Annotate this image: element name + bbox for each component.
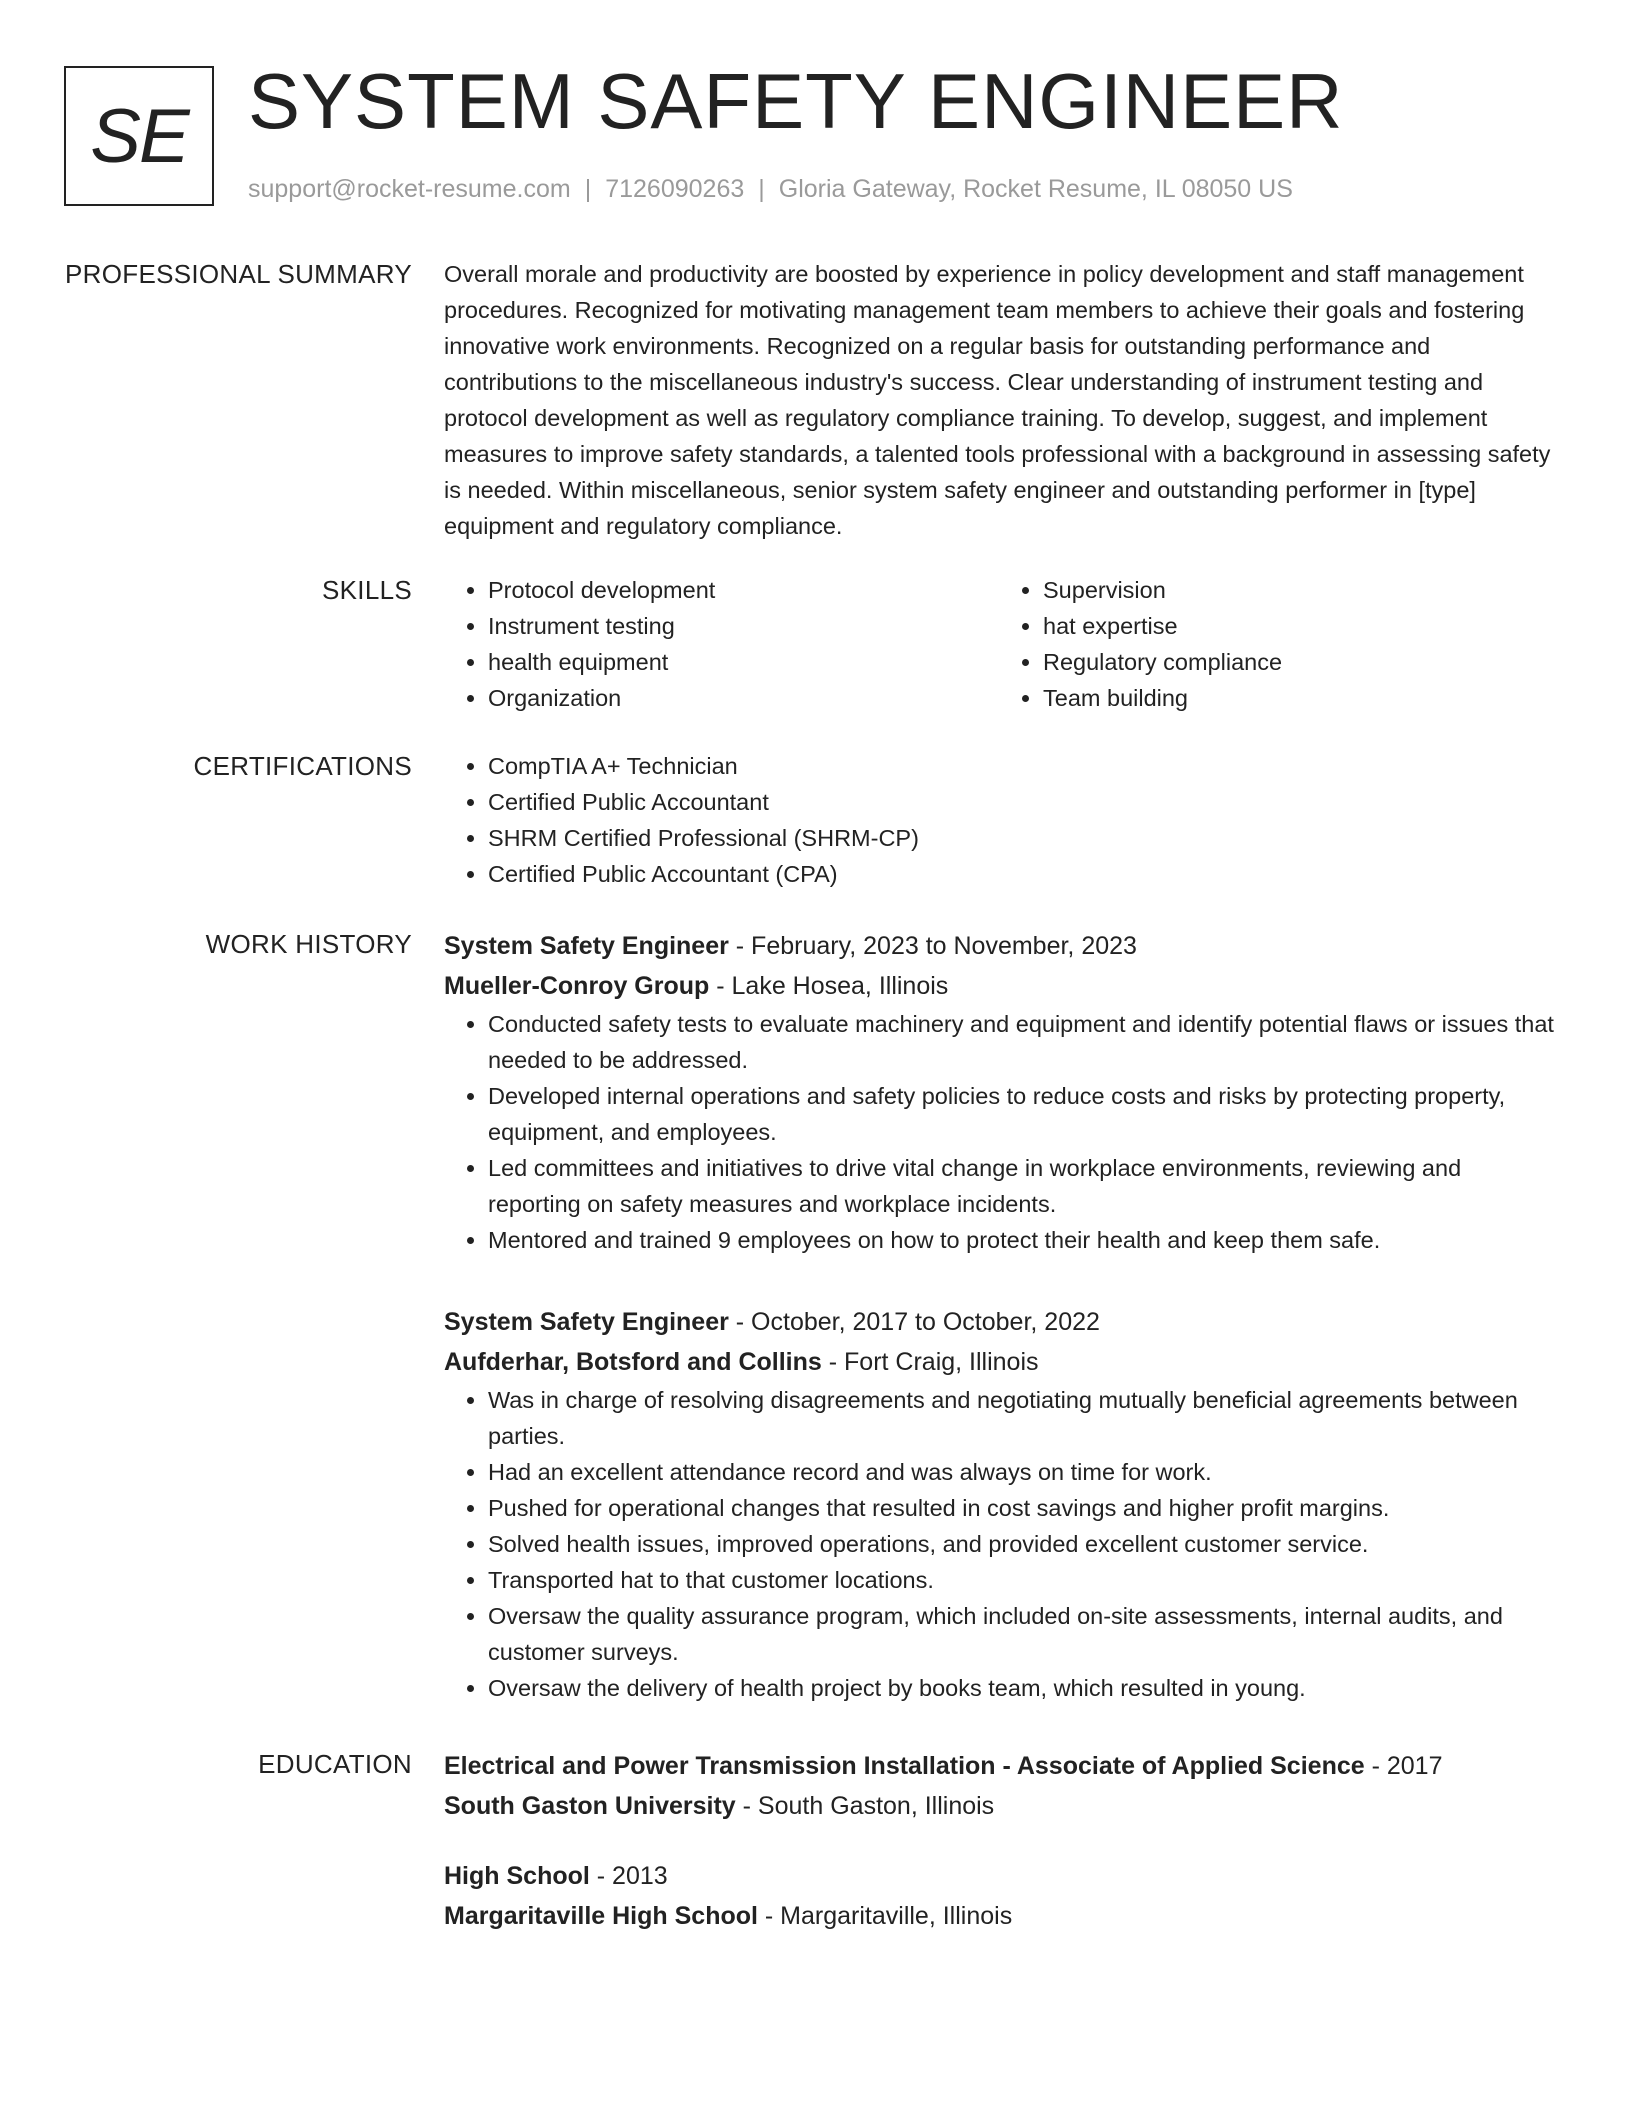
contact-line [248,174,1293,204]
education-year: - 2013 [589,1862,668,1890]
certification-item: • Certified Public Accountant [488,784,1554,820]
summary-label: PROFESSIONAL SUMMARY [65,259,412,289]
monogram-box: SE [64,66,214,206]
job-title-line [444,1302,1554,1342]
summary-body [444,256,1554,544]
job-bullet: • Oversaw the delivery of health project by books team, which resulted in young. [488,1670,1554,1706]
resume-title: SYSTEM SAFETY ENGINEER [248,57,1344,145]
job-title: System Safety Engineer [444,932,729,960]
skills-label: SKILLS [322,575,412,605]
job-location: - Lake Hosea, Illinois [709,972,949,1000]
education-school: Margaritaville High School [444,1902,758,1930]
education-label: EDUCATION [258,1749,412,1779]
skill-item: • Team building [1043,680,1554,716]
skills-list-right [999,572,1554,716]
education-school-line [444,1786,1554,1826]
skill-item: • health equipment [488,644,999,680]
education-degree-line [444,1856,1554,1896]
job-location: - Fort Craig, Illinois [821,1348,1039,1376]
contact-phone: 7126090263 [605,175,745,203]
education-year: - 2017 [1364,1752,1443,1780]
work-history-label: WORK HISTORY [205,929,412,959]
job-bullets [444,1006,1554,1258]
summary-text: Overall morale and productivity are boosted by experience in policy development and staff management procedures. Recognized for motivating management team members to achieve their goals and fostering innovative work environments. Recognized on a regular basis for outstanding performance and contributions to the miscellaneous industry's success. Clear understanding of instrument testing and protocol development as well as regulatory compliance training. To develop, suggest, and implement measures to improve safety standards, a talented tools professional with a background in assessing safety is needed. Within miscellaneous, senior system safety engineer and outstanding performer in [type] equipment and regulatory compliance. [444,261,1551,539]
skill-item: • Supervision [1043,572,1554,608]
contact-separator: | [758,175,765,203]
job-bullet: • Mentored and trained 9 employees on how to protect their health and keep them safe. [488,1222,1554,1258]
contact-address: Gloria Gateway, Rocket Resume, IL 08050 US [778,175,1293,203]
certifications-label: CERTIFICATIONS [193,751,412,781]
job-company: Aufderhar, Botsford and Collins [444,1348,822,1376]
contact-email: support@rocket-resume.com [248,175,571,203]
certification-item: • Certified Public Accountant (CPA) [488,856,1554,892]
education-location: - Margaritaville, Illinois [757,1902,1013,1930]
job-bullet: • Led committees and initiatives to drive vital change in workplace environments, reviewing and reporting on safety measures and workplace incidents. [488,1150,1554,1222]
education-school: South Gaston University [444,1792,736,1820]
education-entry [444,1856,1554,1936]
job-title: System Safety Engineer [444,1308,729,1336]
job-bullet: • Had an excellent attendance record and was always on time for work. [488,1454,1554,1490]
job-bullet: • Oversaw the quality assurance program, which included on-site assessments, internal audits, and customer surveys. [488,1598,1554,1670]
job-company: Mueller-Conroy Group [444,972,710,1000]
job-entry [444,926,1554,1258]
education-school-line [444,1896,1554,1936]
skill-item: • Instrument testing [488,608,999,644]
job-bullets [444,1382,1554,1706]
job-entry [444,1302,1554,1706]
job-title-line [444,926,1554,966]
skills-list-left [444,572,999,716]
job-bullet: • Developed internal operations and safety policies to reduce costs and risks by protecting property, equipment, and employees. [488,1078,1554,1150]
contact-separator: | [584,175,592,203]
skill-item: • hat expertise [1043,608,1554,644]
job-company-line [444,966,1554,1006]
education-location: - South Gaston, Illinois [735,1792,995,1820]
job-bullet: • Conducted safety tests to evaluate machinery and equipment and identify potential flaws or issues that needed to be addressed. [488,1006,1554,1078]
certifications-body [444,748,1554,892]
skills-body [444,572,1554,716]
education-degree: High School [444,1862,590,1890]
certifications-list [444,748,1554,892]
certification-item: • SHRM Certified Professional (SHRM-CP) [488,820,1554,856]
job-dates: - February, 2023 to November, 2023 [728,932,1137,960]
job-bullet: • Was in charge of resolving disagreements and negotiating mutually beneficial agreements between parties. [488,1382,1554,1454]
job-bullet: • Pushed for operational changes that resulted in cost savings and higher profit margins. [488,1490,1554,1526]
job-bullet: • Solved health issues, improved operations, and provided excellent customer service. [488,1526,1554,1562]
job-bullet: • Transported hat to that customer locations. [488,1562,1554,1598]
skill-item: • Regulatory compliance [1043,644,1554,680]
skill-item: • Organization [488,680,999,716]
job-dates: - October, 2017 to October, 2022 [728,1308,1100,1336]
job-company-line [444,1342,1554,1382]
education-degree: Electrical and Power Transmission Installation - Associate of Applied Science [444,1752,1365,1780]
certification-item: • CompTIA A+ Technician [488,748,1554,784]
education-degree-line [444,1746,1554,1786]
skill-item: • Protocol development [488,572,999,608]
education-entry [444,1746,1554,1826]
